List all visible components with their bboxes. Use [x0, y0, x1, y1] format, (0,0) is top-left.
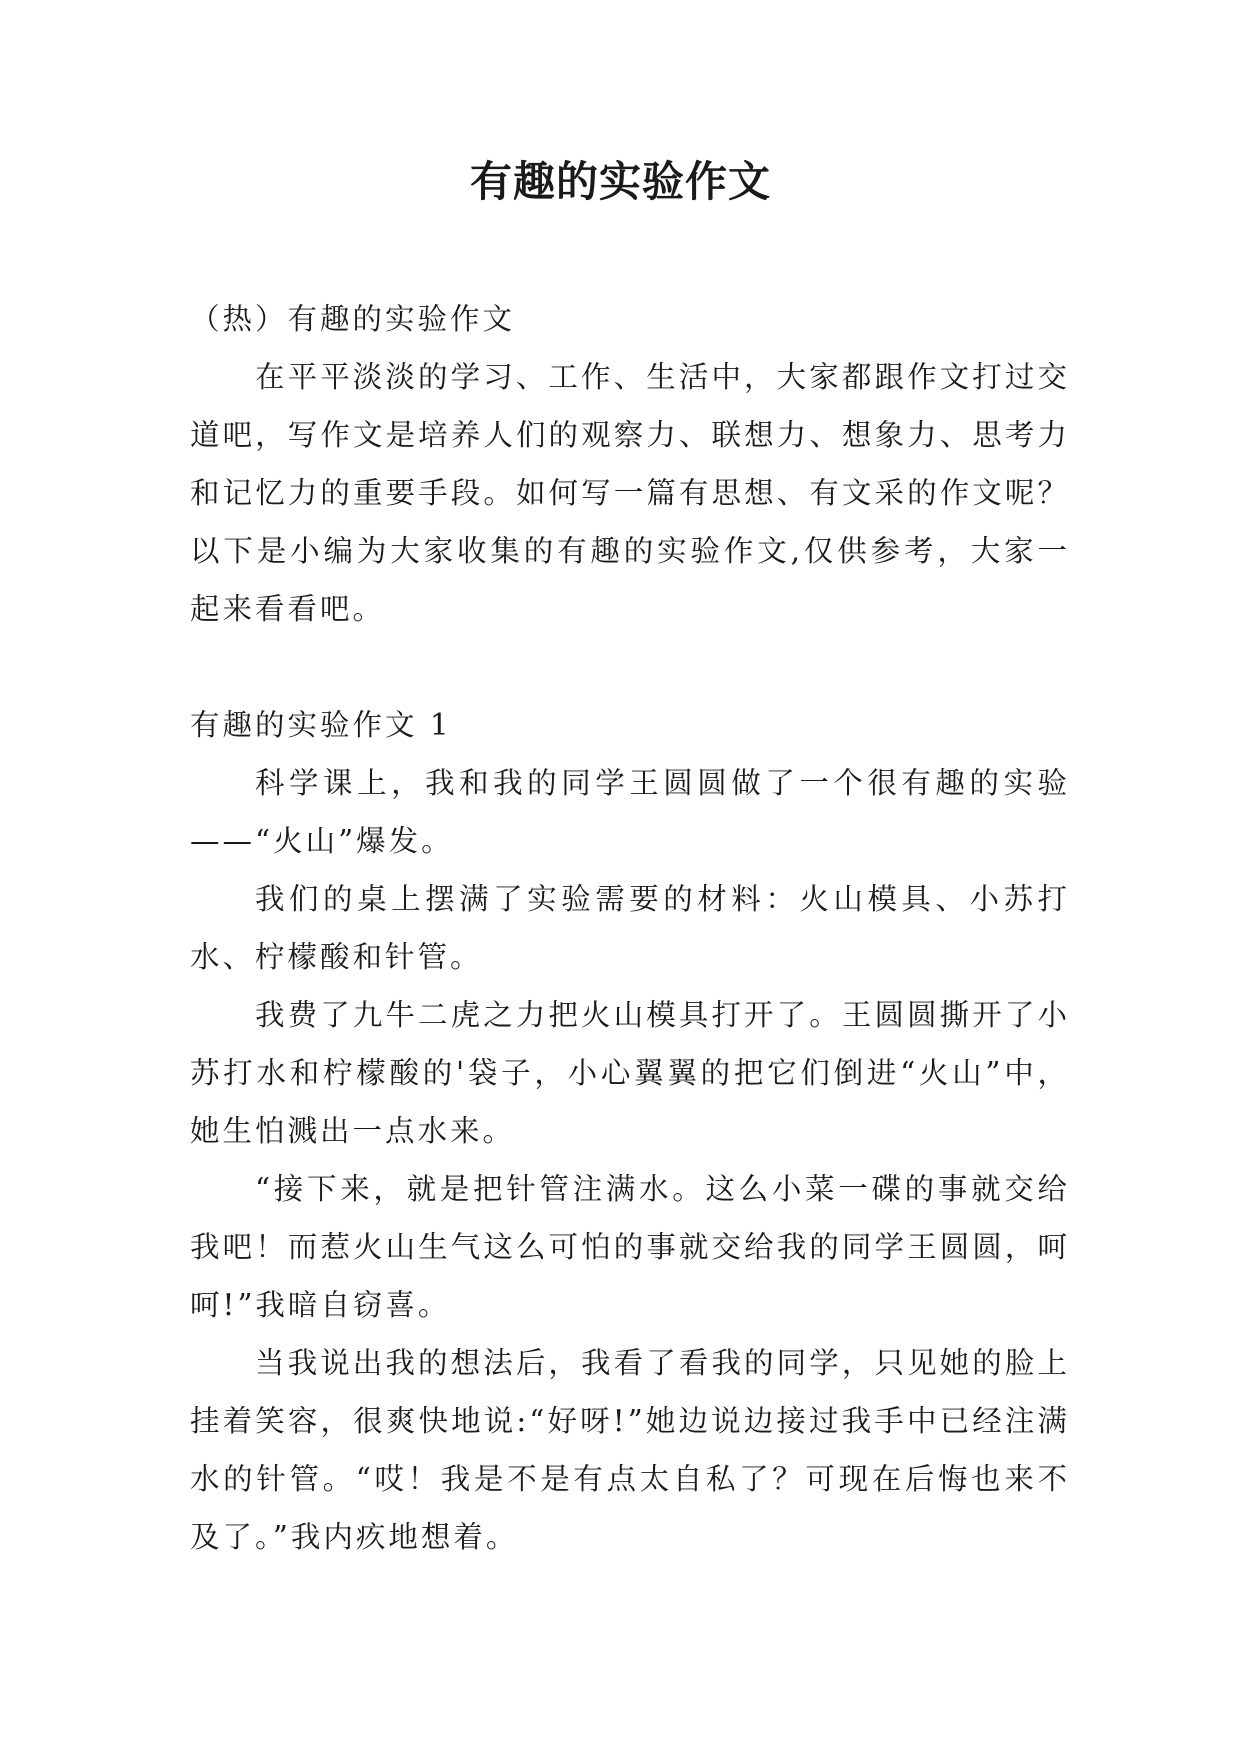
section-spacer: [190, 638, 1070, 696]
section-heading: 有趣的实验作文 1: [190, 708, 452, 742]
document-body: [190, 290, 1070, 1566]
document-subtitle: （热）有趣的实验作文: [190, 302, 516, 336]
intro-paragraph: 在平平淡淡的学习、工作、生活中，大家都跟作文打过交道吧，写作文是培养人们的观察力、联想力、想象力、思考力和记忆力的重要手段。如何写一篇有思想、有文采的作文呢？以下是小编为大家收集的有趣的实验作文,仅供参考，大家一起来看看吧。: [190, 360, 1070, 626]
body-paragraph: 我费了九牛二虎之力把火山模具打开了。王圆圆撕开了小苏打水和柠檬酸的'袋子，小心翼翼的把它们倒进“火山”中，她生怕溅出一点水来。: [190, 998, 1070, 1148]
body-paragraph: 我们的桌上摆满了实验需要的材料：火山模具、小苏打水、柠檬酸和针管。: [190, 882, 1070, 974]
body-paragraph: 当我说出我的想法后，我看了看我的同学，只见她的脸上挂着笑容，很爽快地说:“好呀!”她边说边接过我手中已经注满水的针管。“哎！我是不是有点太自私了？可现在后悔也来不及了。”我内疚地想着。: [190, 1346, 1070, 1554]
body-paragraph: “接下来，就是把针管注满水。这么小菜一碟的事就交给我吧！而惹火山生气这么可怕的事就交给我的同学王圆圆，呵呵!”我暗自窃喜。: [190, 1172, 1070, 1322]
body-paragraph: 科学课上，我和我的同学王圆圆做了一个很有趣的实验——“火山”爆发。: [190, 766, 1070, 858]
document-title: 有趣的实验作文: [469, 157, 771, 206]
